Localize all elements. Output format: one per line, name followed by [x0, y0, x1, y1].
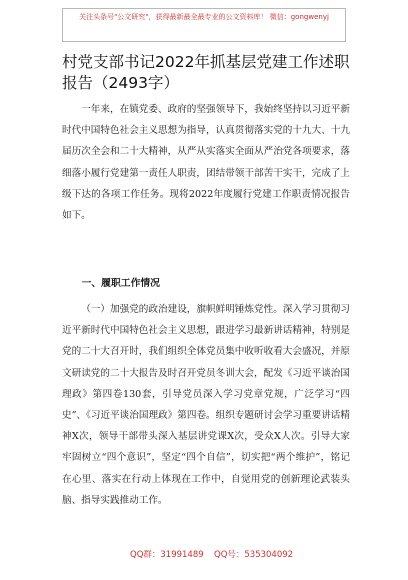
- qq-number-text: QQ号：535304092: [214, 550, 294, 560]
- footer: [0, 546, 408, 564]
- body-paragraph: （一）加强党的政治建设，旗帜鲜明锤炼党性。深入学习贯彻习近平新时代中国特色社会主义思想，跟进学习最新讲话精神，特别是党的二十大召开时，我们组织全体党员集中收听收看大会盛况，并原文研读党的二十大报告及时召开党员冬训大会，配发《习近平谈治国理政》第四卷130套，引导党员深入学习党章党规，广泛学习“四史”、《习近平谈治国理政》第四卷。组织专题研讨会学习重要讲话精神X次，领导干部带头深入基层讲党课X次，受众X人次。引导大家牢固树立“四个意识”，坚定“四个自信”，切实把“两个维护”，铭记在心里、落实在行动上体现在工作中，自觉用党的创新理论武装头脑、指导实践推动工作。: [62, 304, 350, 506]
- document-title: 村党支部书记2022年抓基层党建工作述职报告（2493字）: [62, 53, 350, 92]
- intro-paragraph: 一年来，在镇党委、政府的坚强领导下，我始终坚持以习近平新时代中国特色社会主义思想为指导，认真贯彻落实党的十九大、十九届历次全会和二十大精神，从严从实落实全面从严治党各项要求，落细落小履行党建第一责任人职责，团结带领干部苦干实干，完成了上级下达的各项工作任务。现将2022年度履行党建工作职责情况报告如下。: [62, 104, 350, 222]
- header-banner: [62, 8, 346, 42]
- qq-group-text: QQ群：31991489: [130, 550, 204, 560]
- banner-text: 关注头条号"公文研究"，获得最新最全最专业的公文资料库！ 微信：gongwenyj: [79, 13, 329, 21]
- section-heading: 一、履职工作情况: [81, 278, 160, 289]
